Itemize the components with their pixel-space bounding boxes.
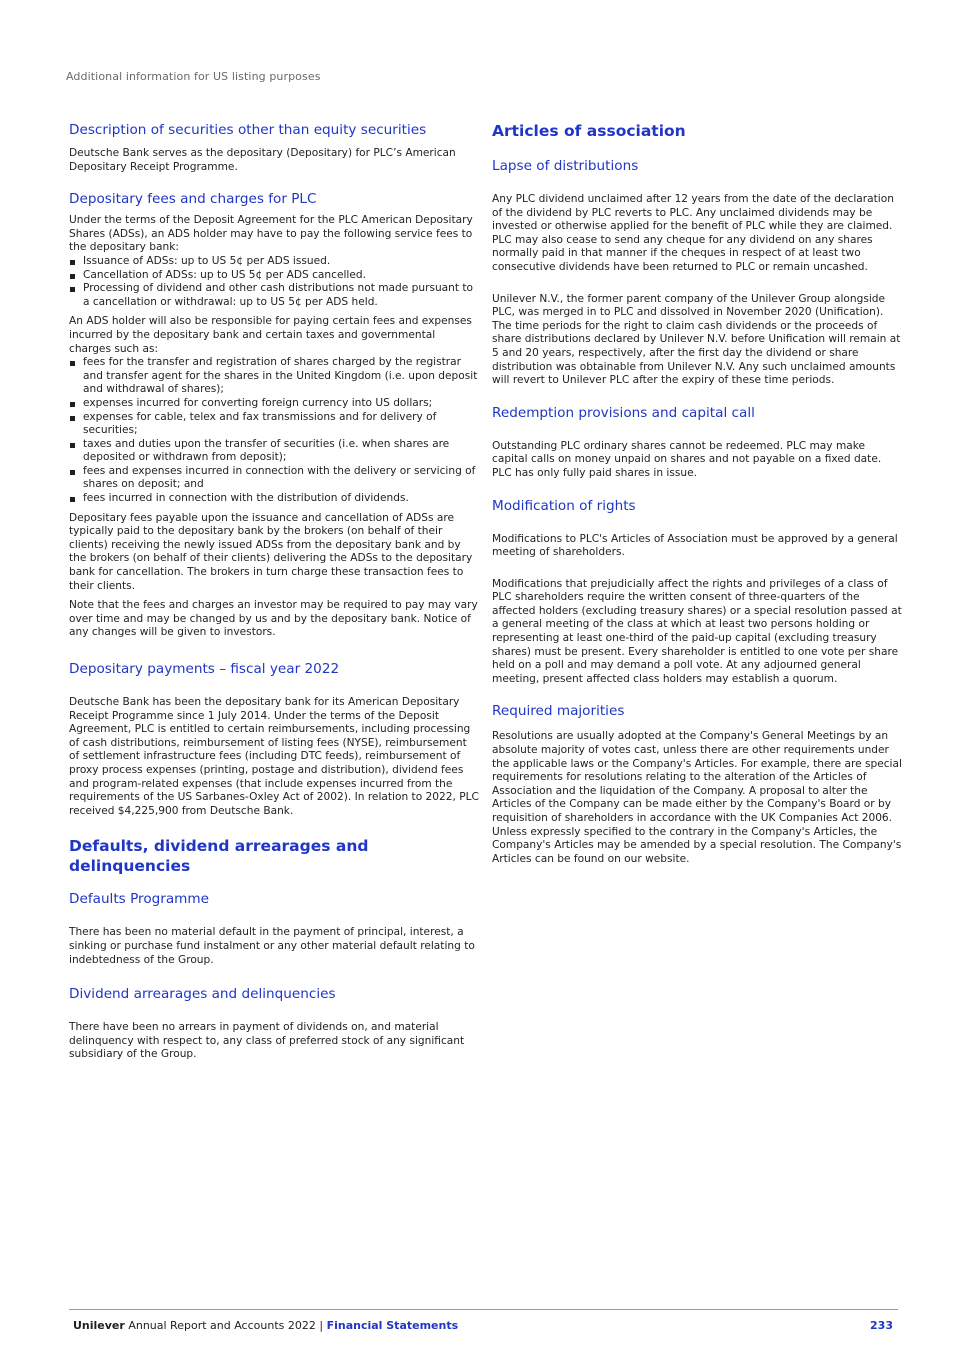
page-number: 233 [870,1319,893,1332]
defaults-programme-heading: Defaults Programme [69,891,210,908]
majorities-text: Resolutions are usually adopted at the Company's General Meetings by an absolute majority of votes cast, unless there are other requirements under the applicable laws or the Company's Articles. For example, there are special requirements for resolutions relating to the alteration of the Articles of Association and the liquidation of the Company. A proposal to alter the Articles of the Company can be made either by the Company's Board or by requisition of shareholders in accordance with the UK Companies Act 2006. Unless expressly specified to the contrary in the Company's Articles, the Company's Articles may be amended by a special resolution. The Company's Articles can be found on our website. [492,730,902,865]
footer-brand: Unilever [73,1319,125,1332]
payments-text: Deutsche Bank has been the depositary bank for its American Depositary Receipt Programme since 1 July 2014. Under the terms of the Deposit Agreement, PLC is entitled to certain reimbursements, including processing of cash distributions, reimbursement of listing fees (NYSE), reimbursement of settlement infrastructure fees (including DTC feeds), reimbursement of proxy process expenses (printing, postage and distribution), dividend fees and program-related expenses (that include expenses incurred from the requirements of the US Sarbanes-Oxley Act of 2002). In relation to 2022, PLC received $4,225,900 from Deutsche Bank. [69,696,479,817]
list-item: fees and expenses incurred in connection with the delivery or servicing of shares on deposit; and [69,465,479,492]
defaults-programme-text: There has been no material default in the payment of principal, interest, a sinking or purchase fund instalment or any other material default relating to indebtedness of the Group. [69,926,475,966]
redemption-heading: Redemption provisions and capital call [492,404,755,421]
list-item: fees incurred in connection with the distribution of dividends. [69,492,479,506]
lapse-text-2: Unilever N.V., the former parent company of the Unilever Group alongside PLC, was merged in to PLC and dissolved in November 2020 (Unification). The time periods for the right to claim cash dividends or the proceeds of share distributions declared by Unilever N.V. before Unification will remain at 5 and 20 years, respectively, after the first day the dividend or share distribution was obtainable from Unilever N.V. Any such unclaimed amounts will revert to Unilever PLC after the expiry of these time periods. [492,292,901,387]
lapse-heading: Lapse of distributions [492,158,639,174]
page-footer [73,1319,893,1332]
right-column [492,121,902,866]
articles-heading: Articles of association [492,122,686,140]
fees-heading: Depositary fees and charges for PLC [69,191,317,208]
footer-divider [69,1309,898,1310]
arrearages-heading: Dividend arrearages and delinquencies [69,986,336,1003]
list-item: Processing of dividend and other cash distributions not made pursuant to a cancellation or withdrawal: up to US 5¢ per ADS held. [69,282,479,309]
majorities-heading: Required majorities [492,703,625,720]
fees-intro: Under the terms of the Deposit Agreement for the PLC American Depositary Shares (ADSs), an ADS holder may have to pay the following service fees to the depositary bank: [69,214,473,254]
footer-report-title: Annual Report and Accounts 2022 [128,1319,316,1332]
list-item: taxes and duties upon the transfer of securities (i.e. when shares are deposited or withdrawn from deposit); [69,438,479,465]
modification-text-2: Modifications that prejudicially affect the rights and privileges of a class of PLC shareholders require the written consent of three-quarters of the affected holders (excluding treasury shares) or a special resolution passed at a general meeting of the class at which at least two persons holding or representing at least one-third of the paid-up capital (excluding treasury shares) must be present. Every shareholder is entitled to one vote per share held on a poll and may demand a poll vote. At any adjourned general meeting, present affected class holders may establish a quorum. [492,577,902,685]
fees-also: An ADS holder will also be responsible for paying certain fees and expenses incurred by the depositary bank and certain taxes and governmental charges such as: [69,315,472,355]
footer-section-link[interactable]: Financial Statements [326,1319,459,1332]
fees-payable: Depositary fees payable upon the issuance and cancellation of ADSs are typically paid to the depositary bank by the brokers (on behalf of their clients) receiving the newly issued ADSs from the depositary bank and by the brokers (on behalf of their clients) delivering the ADSs to the depositary bank for cancellation. The brokers in turn charge these transaction fees to their clients. [69,511,473,592]
arrearages-text: There have been no arrears in payment of dividends on, and material delinquency with respect to, any class of preferred stock of any significant subsidiary of the Group. [69,1021,465,1061]
redemption-text: Outstanding PLC ordinary shares cannot be redeemed. PLC may make capital calls on money unpaid on shares and not payable on a fixed date. PLC has only fully paid shares in issue. [492,439,882,479]
defaults-heading: Defaults, dividend arrearages and delinquencies [69,837,369,876]
footer-separator: | [319,1319,324,1332]
list-item: Cancellation of ADSs: up to US 5¢ per ADS cancelled. [69,269,479,283]
securities-text: Deutsche Bank serves as the depositary (Depositary) for PLC’s American Depositary Receipt Programme. [69,147,456,173]
fees-list [69,255,479,309]
payments-heading: Depositary payments – fiscal year 2022 [69,661,340,677]
lapse-text-1: Any PLC dividend unclaimed after 12 years from the date of the declaration of the dividend by PLC reverts to PLC. Any unclaimed dividends may be invested or otherwise applied for the benefit of PLC while they are claimed. PLC may also cease to send any cheque for any dividend on any shares normally paid in that manner if the cheques in respect of at least two consecutive dividends have been returned to PLC or remain uncashed. [492,193,894,273]
charges-list [69,356,479,506]
securities-heading: Description of securities other than equity securities [69,122,427,138]
list-item: expenses for cable, telex and fax transmissions and for delivery of securities; [69,411,479,438]
fees-note: Note that the fees and charges an investor may be required to pay may vary over time and may be changed by us and by the depositary bank. Notice of any changes will be given to investors. [69,599,478,639]
left-column [69,121,479,1062]
modification-text-1: Modifications to PLC's Articles of Association must be approved by a general meeting of shareholders. [492,532,898,559]
list-item: Issuance of ADSs: up to US 5¢ per ADS issued. [69,255,479,269]
list-item: expenses incurred for converting foreign currency into US dollars; [69,397,479,411]
running-head: Additional information for US listing purposes [66,70,321,83]
list-item: fees for the transfer and registration of shares charged by the registrar and transfer agent for the shares in the United Kingdom (i.e. upon deposit and withdrawal of shares); [69,356,479,397]
modification-heading: Modification of rights [492,497,636,514]
